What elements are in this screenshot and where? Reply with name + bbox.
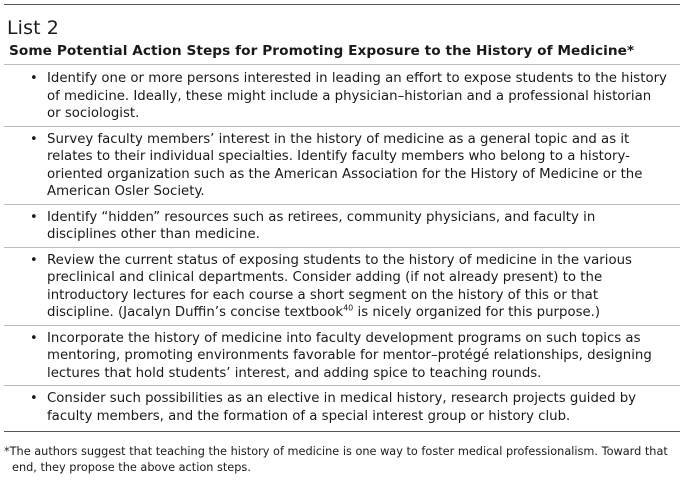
list-item-text-before-citation: Review the current status of exposing students to the history of medicine in the various preclinical and clinical departments. Consider adding (if not already present) to the introductory lectures for each course a short segment on the history of this or that discipline. (Jacalyn Duffin’s concise textbook [47, 252, 632, 320]
list-item-text: Consider such possibilities as an elective in medical history, research projects guided by faculty members, and the formation of a special interest group or history club. [47, 391, 637, 424]
item-divider [4, 385, 680, 386]
list-item [4, 390, 680, 425]
list-item [4, 252, 680, 322]
bullet-icon: • [30, 131, 38, 147]
bullet-icon: • [30, 209, 38, 225]
item-divider [4, 204, 680, 205]
list-item [4, 209, 680, 244]
footnote: *The authors suggest that teaching the history of medicine is one way to foster medical professionalism. Toward that end, they propose the above action steps. [4, 445, 668, 474]
item-divider [4, 247, 680, 248]
item-divider [4, 325, 680, 326]
action-steps-list [4, 70, 680, 425]
list-item [4, 70, 680, 123]
box-title: Some Potential Action Steps for Promoting Exposure to the History of Medicine* [9, 43, 635, 59]
bullet-icon: • [30, 252, 38, 268]
citation-superscript: 40 [343, 303, 354, 313]
top-rule [4, 4, 680, 5]
list-box [4, 4, 680, 432]
list-item-text [47, 252, 667, 322]
list-item-text-after-citation: is nicely organized for this purpose.) [353, 305, 601, 320]
item-divider [4, 126, 680, 127]
list-item [4, 131, 680, 201]
bullet-icon: • [30, 391, 38, 406]
bottom-rule [4, 431, 680, 432]
title-divider [4, 64, 680, 65]
list-item-text: Identify “hidden” resources such as retirees, community physicians, and faculty in disciplines other than medicine. [47, 209, 596, 242]
bullet-icon: • [30, 71, 38, 86]
list-item [4, 330, 680, 383]
list-item-text: Identify one or more persons interested in leading an effort to expose students to the history of medicine. Ideally, these might include a physician–historian and a professional historian or sociologist. [47, 71, 667, 121]
list-item-text: Survey faculty members’ interest in the history of medicine as a general topic and as it relates to their individual specialties. Identify faculty members who belong to a history-oriented organization such as the American Association for the History of Medicine or the American Osler Society. [47, 131, 643, 199]
bullet-icon: • [30, 330, 38, 346]
list-label: List 2 [7, 17, 59, 39]
list-item-text: Incorporate the history of medicine into faculty development programs on such topics as mentoring, promoting environments favorable for mentor–protégé relationships, designing lectures that hold students’ interest, and adding spice to teaching rounds. [47, 330, 652, 381]
